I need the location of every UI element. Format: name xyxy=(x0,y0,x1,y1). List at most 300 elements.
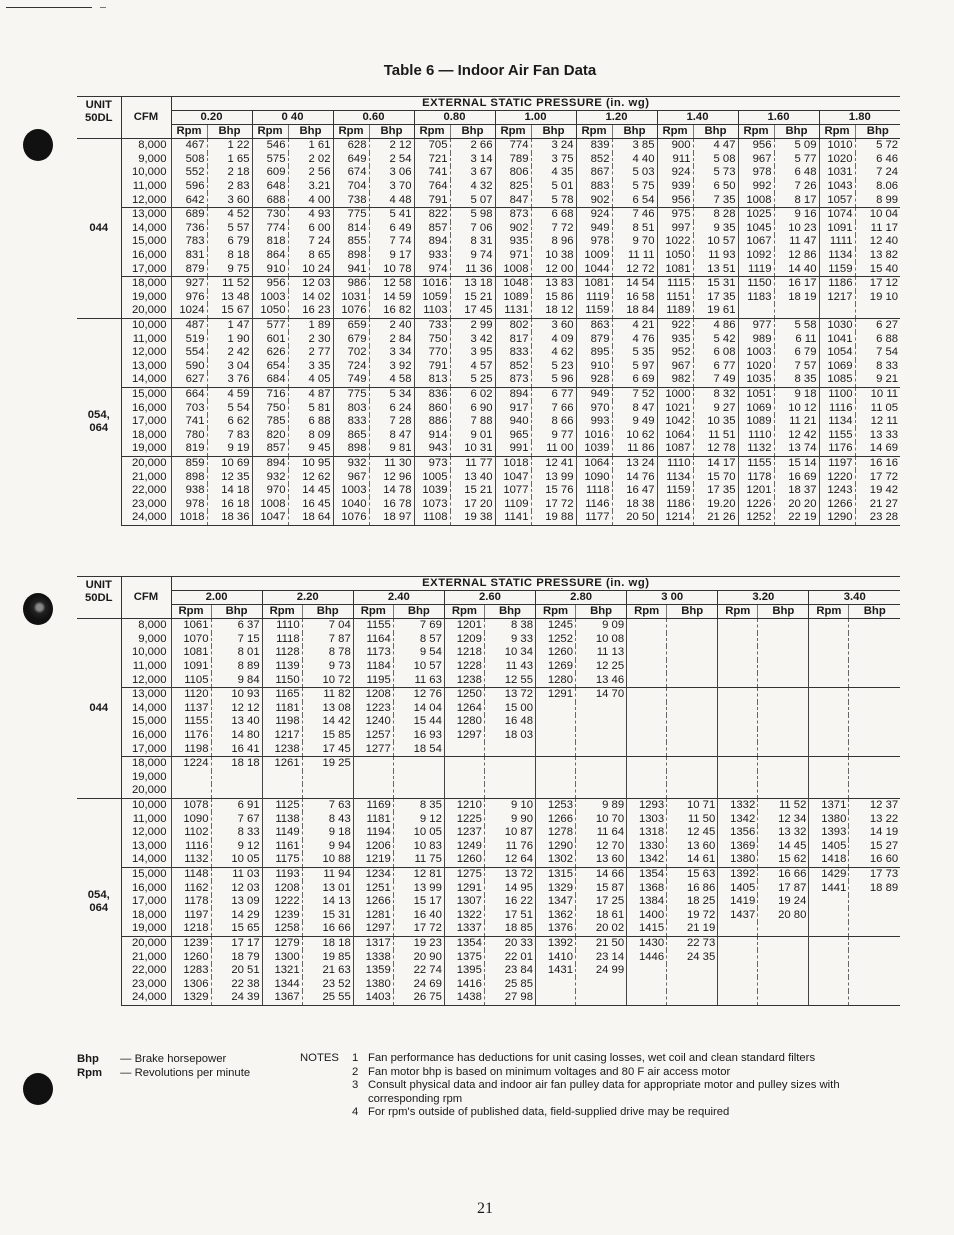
rpm-cell: 626 xyxy=(252,346,288,360)
bhp-cell: 12 70 xyxy=(576,840,627,854)
rpm-cell xyxy=(262,771,302,785)
bhp-cell xyxy=(849,895,900,909)
bhp-cell xyxy=(667,646,718,660)
rpm-cell xyxy=(809,687,849,701)
bhp-cell: 5 25 xyxy=(450,373,495,387)
rpm-cell: 859 xyxy=(171,456,207,470)
rpm-cell: 1181 xyxy=(353,812,393,826)
bhp-header: Bhp xyxy=(369,125,414,139)
rpm-cell xyxy=(809,922,849,936)
rpm-header: Rpm xyxy=(171,125,207,139)
bhp-cell: 12 35 xyxy=(207,470,252,484)
rpm-cell: 949 xyxy=(576,222,612,236)
table-row xyxy=(77,332,900,346)
rpm-cell: 1035 xyxy=(738,373,774,387)
table-row xyxy=(77,428,900,442)
bhp-cell: 7 67 xyxy=(211,812,262,826)
rpm-cell: 1260 xyxy=(536,646,576,660)
bhp-cell: 15 76 xyxy=(531,484,576,498)
bhp-cell: 11 52 xyxy=(207,276,252,290)
bhp-cell: 19 85 xyxy=(302,950,353,964)
bhp-cell: 15 63 xyxy=(667,867,718,881)
rpm-header: Rpm xyxy=(444,605,484,619)
rpm-cell xyxy=(627,756,667,770)
bhp-cell: 9 70 xyxy=(612,235,657,249)
rpm-header: Rpm xyxy=(576,125,612,139)
rpm-cell: 1238 xyxy=(444,673,484,687)
bhp-cell: 17 51 xyxy=(484,908,535,922)
rpm-cell: 601 xyxy=(252,332,288,346)
bhp-cell: 3.21 xyxy=(288,180,333,194)
rpm-cell: 902 xyxy=(576,193,612,207)
rpm-cell: 1050 xyxy=(252,304,288,318)
rpm-cell: 1059 xyxy=(414,291,450,305)
rpm-cell: 648 xyxy=(252,180,288,194)
bhp-cell: 14 29 xyxy=(211,908,262,922)
bhp-cell: 11 17 xyxy=(855,222,900,236)
rpm-cell: 1281 xyxy=(353,908,393,922)
bhp-cell xyxy=(849,715,900,729)
pressure-header: 1.60 xyxy=(738,111,819,125)
bhp-cell: 14 17 xyxy=(693,456,738,470)
bhp-cell: 18 03 xyxy=(484,729,535,743)
bhp-cell: 12 41 xyxy=(531,456,576,470)
bhp-cell: 16 86 xyxy=(667,881,718,895)
rpm-cell: 1110 xyxy=(262,619,302,633)
bhp-cell: 6 91 xyxy=(211,798,262,812)
table-row xyxy=(77,840,900,854)
rpm-cell: 813 xyxy=(414,373,450,387)
rpm-cell: 989 xyxy=(738,332,774,346)
bhp-cell xyxy=(667,977,718,991)
bhp-cell: 10 05 xyxy=(211,853,262,867)
rpm-cell: 1164 xyxy=(353,633,393,647)
rpm-cell: 1047 xyxy=(252,511,288,525)
table-row xyxy=(77,442,900,456)
cfm-cell: 10,000 xyxy=(121,318,171,332)
bhp-cell: 18 38 xyxy=(612,497,657,511)
rpm-cell: 1380 xyxy=(809,812,849,826)
rpm-cell: 1356 xyxy=(718,826,758,840)
rpm-cell: 1269 xyxy=(536,660,576,674)
table-row xyxy=(77,318,900,332)
rpm-cell: 1025 xyxy=(738,207,774,221)
bhp-header: Bhp xyxy=(393,605,444,619)
bhp-cell: 8 28 xyxy=(693,207,738,221)
rpm-cell: 956 xyxy=(738,139,774,153)
table-row xyxy=(77,798,900,812)
bhp-cell: 16 69 xyxy=(774,470,819,484)
table-row xyxy=(77,497,900,511)
rpm-cell: 1081 xyxy=(171,646,211,660)
pressure-header: 0.80 xyxy=(414,111,495,125)
bhp-cell: 13 46 xyxy=(576,673,627,687)
rpm-cell: 783 xyxy=(171,235,207,249)
rpm-cell: 818 xyxy=(252,235,288,249)
rpm-cell: 910 xyxy=(252,262,288,276)
rpm-cell: 1307 xyxy=(444,895,484,909)
bhp-cell: 18 61 xyxy=(576,908,627,922)
pressure-header: 2.20 xyxy=(262,591,353,605)
rpm-cell: 736 xyxy=(171,222,207,236)
rpm-cell: 1169 xyxy=(353,798,393,812)
table-row xyxy=(77,304,900,318)
cfm-cell: 17,000 xyxy=(121,742,171,756)
rpm-cell xyxy=(627,687,667,701)
bhp-cell: 13 99 xyxy=(393,881,444,895)
rpm-cell xyxy=(809,895,849,909)
header-row-esp xyxy=(77,577,900,591)
bhp-cell xyxy=(758,756,809,770)
bhp-cell: 23 84 xyxy=(484,964,535,978)
bhp-cell: 11 00 xyxy=(531,442,576,456)
rpm-cell: 852 xyxy=(495,360,531,374)
bhp-cell: 22 73 xyxy=(667,936,718,950)
bhp-header: Bhp xyxy=(484,605,535,619)
rpm-cell: 467 xyxy=(171,139,207,153)
rpm-cell xyxy=(718,702,758,716)
bhp-cell: 8 33 xyxy=(211,826,262,840)
note-text: Fan motor bhp is based on minimum voltages and 80 F air access motor xyxy=(368,1065,731,1078)
table-row xyxy=(77,235,900,249)
bhp-cell: 12 58 xyxy=(369,276,414,290)
bhp-cell: 4 87 xyxy=(288,387,333,401)
rpm-cell: 1419 xyxy=(718,895,758,909)
rpm-cell: 1380 xyxy=(718,853,758,867)
rpm-cell xyxy=(809,742,849,756)
bhp-cell xyxy=(667,633,718,647)
rpm-cell: 1110 xyxy=(738,428,774,442)
rpm-cell xyxy=(809,991,849,1005)
bhp-cell: 10 24 xyxy=(288,262,333,276)
rpm-cell xyxy=(738,304,774,318)
bhp-cell: 17 72 xyxy=(393,922,444,936)
bhp-cell: 6 68 xyxy=(531,207,576,221)
rpm-cell: 886 xyxy=(414,415,450,429)
bhp-cell: 11 13 xyxy=(576,646,627,660)
rpm-cell: 1239 xyxy=(171,936,211,950)
rpm-cell: 642 xyxy=(171,193,207,207)
bhp-cell: 1 65 xyxy=(207,153,252,167)
rpm-cell: 1250 xyxy=(444,687,484,701)
rpm-cell: 1008 xyxy=(495,262,531,276)
bhp-cell: 21 50 xyxy=(576,936,627,950)
rpm-cell: 1208 xyxy=(262,881,302,895)
bhp-cell: 4 59 xyxy=(207,387,252,401)
bhp-cell: 4 62 xyxy=(531,346,576,360)
table-row xyxy=(77,702,900,716)
rpm-cell: 724 xyxy=(333,360,369,374)
rpm-cell: 770 xyxy=(414,346,450,360)
bhp-cell: 16 47 xyxy=(612,484,657,498)
rpm-cell: 609 xyxy=(252,166,288,180)
bhp-cell: 1 90 xyxy=(207,332,252,346)
bhp-cell: 5 08 xyxy=(693,153,738,167)
cfm-cell: 21,000 xyxy=(121,470,171,484)
rpm-cell: 1371 xyxy=(809,798,849,812)
table-row xyxy=(77,360,900,374)
rpm-cell: 552 xyxy=(171,166,207,180)
rpm-cell: 1392 xyxy=(718,867,758,881)
bhp-cell: 5 42 xyxy=(693,332,738,346)
rpm-cell: 664 xyxy=(171,387,207,401)
bhp-cell xyxy=(667,660,718,674)
cfm-cell: 18,000 xyxy=(121,428,171,442)
rpm-cell: 865 xyxy=(333,428,369,442)
rpm-cell xyxy=(536,729,576,743)
rpm-cell: 1208 xyxy=(353,687,393,701)
rpm-header: Rpm xyxy=(657,125,693,139)
rpm-cell: 973 xyxy=(414,456,450,470)
cfm-cell: 8,000 xyxy=(121,619,171,633)
bhp-cell: 4 47 xyxy=(693,139,738,153)
rpm-cell: 833 xyxy=(333,415,369,429)
bhp-cell xyxy=(484,784,535,798)
bhp-cell: 9 49 xyxy=(612,415,657,429)
rpm-cell: 857 xyxy=(252,442,288,456)
table-row xyxy=(77,853,900,867)
rpm-cell: 1338 xyxy=(353,950,393,964)
bhp-cell: 16 17 xyxy=(774,276,819,290)
bhp-cell: 13 83 xyxy=(531,276,576,290)
rpm-cell: 1186 xyxy=(657,497,693,511)
bhp-cell: 7 52 xyxy=(612,387,657,401)
rpm-cell xyxy=(718,771,758,785)
rpm-cell: 1018 xyxy=(495,456,531,470)
cfm-cell: 15,000 xyxy=(121,387,171,401)
bhp-cell: 19 72 xyxy=(667,908,718,922)
rpm-cell: 775 xyxy=(333,207,369,221)
bhp-cell: 17 35 xyxy=(693,484,738,498)
rpm-cell: 978 xyxy=(576,235,612,249)
cfm-header: CFM xyxy=(121,577,171,619)
rpm-cell: 976 xyxy=(171,291,207,305)
table-row xyxy=(77,646,900,660)
bhp-cell: 6 27 xyxy=(855,318,900,332)
rpm-cell: 1217 xyxy=(262,729,302,743)
rpm-cell: 1120 xyxy=(171,687,211,701)
rpm-cell: 1429 xyxy=(809,867,849,881)
rpm-cell xyxy=(809,950,849,964)
rpm-cell: 649 xyxy=(333,153,369,167)
rpm-cell: 917 xyxy=(495,401,531,415)
bhp-cell: 15 31 xyxy=(302,908,353,922)
bhp-cell: 8 35 xyxy=(393,798,444,812)
bhp-cell: 20 33 xyxy=(484,936,535,950)
rpm-cell: 1330 xyxy=(627,840,667,854)
rpm-cell: 924 xyxy=(657,166,693,180)
bhp-cell: 4 48 xyxy=(369,193,414,207)
bhp-cell: 14 78 xyxy=(369,484,414,498)
bhp-cell: 8 99 xyxy=(855,193,900,207)
bhp-cell: 25 55 xyxy=(302,991,353,1005)
bhp-cell: 20 80 xyxy=(758,908,809,922)
rpm-cell: 1344 xyxy=(262,977,302,991)
rpm-cell xyxy=(627,964,667,978)
bhp-cell: 15 31 xyxy=(693,276,738,290)
bhp-cell xyxy=(758,702,809,716)
bhp-cell: 20 20 xyxy=(774,497,819,511)
rpm-cell xyxy=(536,742,576,756)
bhp-cell: 13 40 xyxy=(450,470,495,484)
rpm-header: Rpm xyxy=(738,125,774,139)
rpm-cell: 1030 xyxy=(819,318,855,332)
bhp-cell: 11 63 xyxy=(393,673,444,687)
cfm-cell: 17,000 xyxy=(121,262,171,276)
bhp-cell: 8 35 xyxy=(774,373,819,387)
bhp-cell: 8 78 xyxy=(302,646,353,660)
bhp-cell: 8 66 xyxy=(531,415,576,429)
bhp-cell: 11 43 xyxy=(484,660,535,674)
note-text: Consult physical data and indoor air fan pulley data for appropriate motor and pulley sizes with corresponding rpm xyxy=(368,1079,840,1105)
rpm-cell xyxy=(627,673,667,687)
rpm-cell: 1100 xyxy=(819,387,855,401)
pressure-header: 2.40 xyxy=(353,591,444,605)
bhp-cell: 5 98 xyxy=(450,207,495,221)
bhp-cell: 13 09 xyxy=(211,895,262,909)
rpm-cell: 1150 xyxy=(738,276,774,290)
cfm-cell: 12,000 xyxy=(121,193,171,207)
cfm-cell: 16,000 xyxy=(121,881,171,895)
bhp-cell xyxy=(849,950,900,964)
rpm-cell xyxy=(627,977,667,991)
bhp-cell: 11 75 xyxy=(393,853,444,867)
bhp-cell: 11 64 xyxy=(576,826,627,840)
bhp-header: Bhp xyxy=(531,125,576,139)
bhp-cell: 17 72 xyxy=(531,497,576,511)
bhp-cell xyxy=(758,977,809,991)
rpm-cell: 628 xyxy=(333,139,369,153)
bhp-cell: 12 40 xyxy=(855,235,900,249)
rpm-cell: 1347 xyxy=(536,895,576,909)
bhp-cell: 5 58 xyxy=(774,318,819,332)
rpm-cell: 1119 xyxy=(738,262,774,276)
bhp-cell: 10 62 xyxy=(612,428,657,442)
table-row xyxy=(77,193,900,207)
bhp-cell xyxy=(849,908,900,922)
table-row xyxy=(77,812,900,826)
bhp-cell: 10 35 xyxy=(693,415,738,429)
table-row xyxy=(77,922,900,936)
bhp-cell: 6 50 xyxy=(693,180,738,194)
legend-text: — Revolutions per minute xyxy=(120,1067,251,1079)
bhp-cell xyxy=(758,619,809,633)
rpm-cell: 839 xyxy=(576,139,612,153)
pressure-header: 0.20 xyxy=(171,111,252,125)
rpm-cell: 883 xyxy=(576,180,612,194)
bhp-cell xyxy=(849,922,900,936)
rpm-cell xyxy=(536,977,576,991)
esp-header: EXTERNAL STATIC PRESSURE (in. wg) xyxy=(171,577,900,591)
pressure-header: 1.40 xyxy=(657,111,738,125)
table-row xyxy=(77,470,900,484)
table-row xyxy=(77,826,900,840)
rpm-cell: 1155 xyxy=(738,456,774,470)
rpm-cell: 1306 xyxy=(171,977,211,991)
cfm-cell: 13,000 xyxy=(121,840,171,854)
bhp-cell: 5 34 xyxy=(369,387,414,401)
rpm-header: Rpm xyxy=(809,605,849,619)
bhp-cell: 10 12 xyxy=(774,401,819,415)
cfm-cell: 11,000 xyxy=(121,332,171,346)
bhp-cell: 12 76 xyxy=(393,687,444,701)
table-row xyxy=(77,166,900,180)
rpm-cell: 1020 xyxy=(738,360,774,374)
bhp-header: Bhp xyxy=(855,125,900,139)
note-item xyxy=(300,1106,900,1120)
rpm-cell: 1369 xyxy=(718,840,758,854)
rpm-cell: 879 xyxy=(576,332,612,346)
rpm-cell: 956 xyxy=(252,276,288,290)
rpm-cell: 1054 xyxy=(819,346,855,360)
rpm-cell: 1251 xyxy=(353,881,393,895)
bhp-cell: 15 21 xyxy=(450,484,495,498)
bhp-cell: 15 14 xyxy=(774,456,819,470)
bhp-cell: 10 87 xyxy=(484,826,535,840)
rpm-cell: 1074 xyxy=(819,207,855,221)
rpm-cell: 774 xyxy=(252,222,288,236)
bhp-cell: 3 75 xyxy=(531,153,576,167)
bhp-cell: 10 83 xyxy=(393,840,444,854)
rpm-cell: 577 xyxy=(252,318,288,332)
bhp-cell: 15 70 xyxy=(693,470,738,484)
bhp-cell: 5 81 xyxy=(288,401,333,415)
rpm-cell: 1146 xyxy=(576,497,612,511)
bhp-cell: 12 55 xyxy=(484,673,535,687)
bhp-cell: 3 76 xyxy=(207,373,252,387)
cfm-cell: 20,000 xyxy=(121,304,171,318)
rpm-cell xyxy=(353,784,393,798)
rpm-cell: 1159 xyxy=(657,484,693,498)
rpm-cell: 1243 xyxy=(819,484,855,498)
rpm-cell xyxy=(809,964,849,978)
rpm-cell: 1050 xyxy=(657,249,693,263)
bhp-cell: 18 36 xyxy=(207,511,252,525)
bhp-cell: 10 93 xyxy=(211,687,262,701)
bhp-cell: 11 52 xyxy=(758,798,809,812)
bhp-cell: 9 81 xyxy=(369,442,414,456)
unit-cell: 054, 064 xyxy=(77,798,121,1005)
bhp-cell: 9 73 xyxy=(302,660,353,674)
rpm-cell: 970 xyxy=(576,401,612,415)
rpm-cell: 1300 xyxy=(262,950,302,964)
rpm-cell xyxy=(718,977,758,991)
rpm-cell xyxy=(718,619,758,633)
bhp-cell: 14 76 xyxy=(612,470,657,484)
bhp-cell: 19 25 xyxy=(302,756,353,770)
bhp-cell: 13 74 xyxy=(774,442,819,456)
bhp-cell: 13 99 xyxy=(531,470,576,484)
rpm-cell: 1362 xyxy=(536,908,576,922)
bhp-cell: 16 41 xyxy=(211,742,262,756)
cfm-cell: 11,000 xyxy=(121,660,171,674)
rpm-cell: 1184 xyxy=(353,660,393,674)
rpm-cell: 1003 xyxy=(738,346,774,360)
rpm-cell: 1042 xyxy=(657,415,693,429)
cfm-cell: 18,000 xyxy=(121,276,171,290)
bhp-cell: 5 57 xyxy=(207,222,252,236)
bhp-cell: 11 36 xyxy=(450,262,495,276)
cfm-cell: 10,000 xyxy=(121,646,171,660)
bhp-cell: 10 95 xyxy=(288,456,333,470)
bhp-cell: 3 95 xyxy=(450,346,495,360)
note-text: Fan performance has deductions for unit casing losses, wet coil and clean standard filters xyxy=(368,1052,816,1064)
bhp-cell: 12 96 xyxy=(369,470,414,484)
bhp-cell: 9 12 xyxy=(211,840,262,854)
rpm-cell: 1195 xyxy=(353,673,393,687)
bhp-cell: 3 34 xyxy=(369,346,414,360)
bhp-cell: 18 18 xyxy=(302,936,353,950)
